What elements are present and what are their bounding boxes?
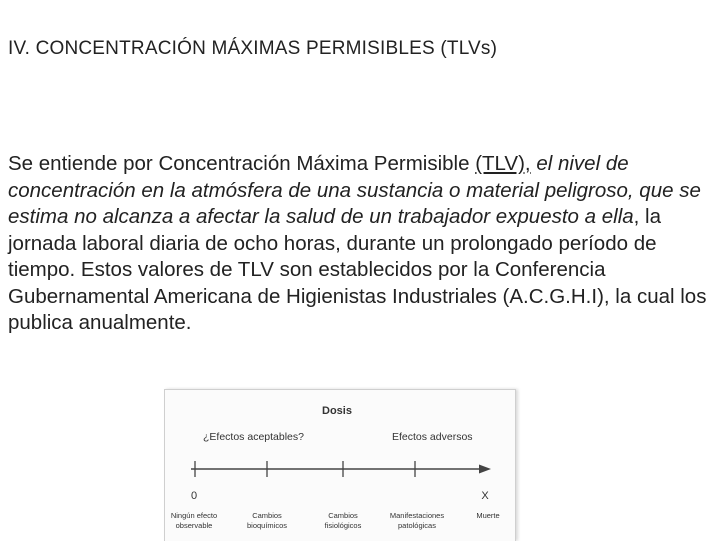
tick-label-line1: Muerte: [476, 511, 500, 520]
tick-label-line2: patológicas: [398, 521, 436, 530]
axis-arrow-icon: [479, 465, 491, 474]
left-caption: ¿Efectos aceptables?: [203, 431, 304, 443]
body-text-continuation: , la jornada laboral diaria de ocho horas, durante un prolongado período de tiempo. Estos valores de TLV son establecidos por la Conferencia Gubernamental Americana de Higienistas Industriales (A.C.G.H.I), la cual los publica anualmente.: [8, 205, 707, 334]
dose-axis-diagram: [165, 390, 515, 541]
tick-label-line1: Ningún efecto: [170, 511, 218, 520]
axis-start-label: 0: [190, 490, 198, 502]
tick-label-line1: Cambios: [252, 511, 282, 520]
tick-label-line2: fisiológicos: [324, 521, 362, 530]
dose-effect-figure: [164, 389, 516, 541]
body-paragraph: [8, 151, 708, 337]
right-caption: Efectos adversos: [392, 431, 473, 443]
tick-label-line1: Cambios: [328, 511, 358, 520]
tick-label-line2: observable: [175, 521, 213, 530]
tlv-underlined-term: (TLV),: [475, 152, 531, 175]
body-text-definition: el nivel de concentración en la atmósfera de una sustancia o material peligroso, que se estima no alcanza a afectar la salud de un trabajador expuesto a ella: [8, 152, 701, 228]
body-text-intro: Se entiende por Concentración Máxima Permisible: [8, 152, 476, 175]
figure-header: Dosis: [322, 405, 352, 417]
slide-title: IV. CONCENTRACIÓN MÁXIMAS PERMISIBLES (TLVs): [8, 38, 498, 59]
tick-label-line1: Manifestaciones: [389, 511, 445, 520]
tick-label-line2: bioquímicos: [246, 521, 288, 530]
axis-end-label: X: [481, 490, 489, 502]
